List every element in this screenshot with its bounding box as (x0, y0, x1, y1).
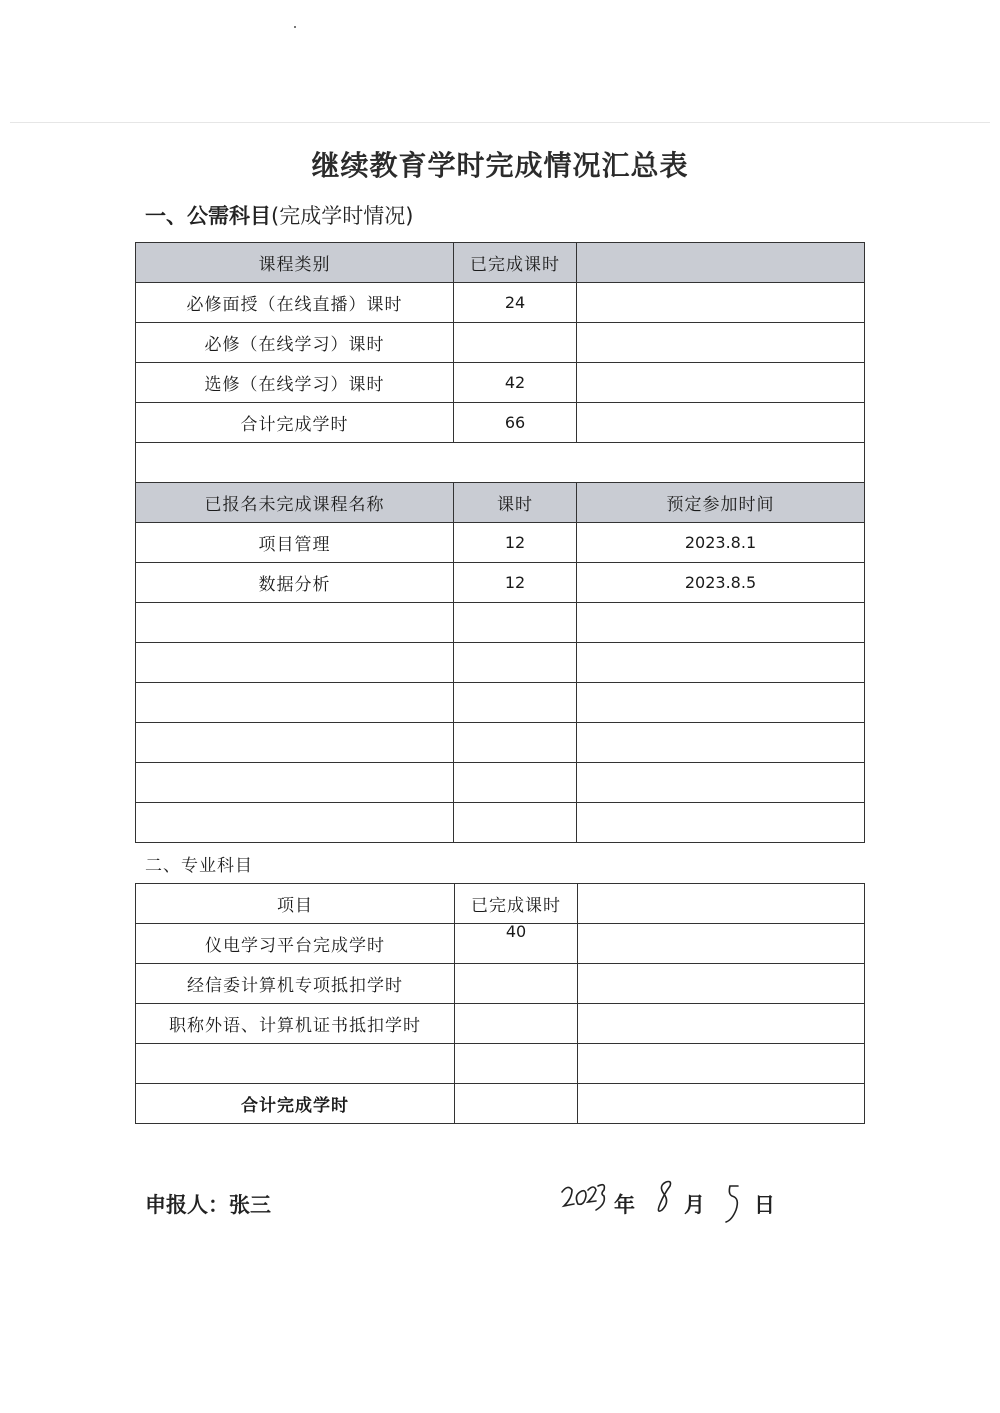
table-row (136, 323, 865, 363)
cell-course-name (136, 603, 454, 643)
cell-hours (455, 924, 578, 964)
table-header-row (136, 483, 865, 523)
table-row (136, 763, 865, 803)
spacer-cell (136, 443, 865, 483)
table-header-row (136, 243, 865, 283)
cell-hours (454, 683, 577, 723)
cell-hours (454, 763, 577, 803)
year-suffix: 年 (614, 1193, 635, 1217)
cell-course-name (136, 723, 454, 763)
header-completed-hours: 已完成课时 (454, 243, 577, 283)
total-blank (578, 1084, 865, 1124)
cell-hours: 12 (454, 523, 577, 563)
header-scheduled-time: 预定参加时间 (577, 483, 865, 523)
month-suffix: 月 (684, 1193, 705, 1217)
cell-course-name (136, 683, 454, 723)
cell-hours (454, 603, 577, 643)
table-row (136, 964, 865, 1004)
cell-scheduled-date (577, 723, 865, 763)
cell-course-name (136, 643, 454, 683)
table-row (136, 643, 865, 683)
header-course-type: 课程类别 (136, 243, 454, 283)
cell-hours (455, 1044, 578, 1084)
table-header-row (136, 884, 865, 924)
table-row (136, 683, 865, 723)
cell-blank (577, 363, 865, 403)
cell-blank (578, 1004, 865, 1044)
header-blank (578, 884, 865, 924)
cell-hours: 24 (454, 283, 577, 323)
spacer-row (136, 443, 865, 483)
table-row (136, 1004, 865, 1044)
cell-hours (454, 643, 577, 683)
cell-blank (577, 323, 865, 363)
table-row (136, 363, 865, 403)
cell-hours (454, 803, 577, 843)
cell-label: 选修（在线学习）课时 (136, 363, 454, 403)
table-row (136, 523, 865, 563)
cell-blank (577, 403, 865, 443)
cell-blank (578, 964, 865, 1004)
applicant-label: 申报人：张三 (145, 1193, 271, 1217)
cell-label: 职称外语、计算机证书抵扣学时 (136, 1004, 455, 1044)
cell-hours (455, 1004, 578, 1044)
cell-label: 合计完成学时 (136, 403, 454, 443)
cell-scheduled-date (577, 803, 865, 843)
cell-hours (454, 323, 577, 363)
cell-label: 必修面授（在线直播）课时 (136, 283, 454, 323)
cell-scheduled-date (577, 603, 865, 643)
section1-heading (145, 200, 413, 230)
header-pending-course: 已报名未完成课程名称 (136, 483, 454, 523)
day-suffix: 日 (754, 1193, 775, 1217)
table-row (136, 563, 865, 603)
table-row (136, 403, 865, 443)
cell-scheduled-date: 2023.8.5 (577, 563, 865, 603)
cell-course-name: 数据分析 (136, 563, 454, 603)
cell-label: 仪电学习平台完成学时 (136, 924, 455, 964)
cell-blank (578, 1044, 865, 1084)
cell-course-name (136, 803, 454, 843)
header-item: 项目 (136, 884, 455, 924)
cell-scheduled-date (577, 643, 865, 683)
professional-courses-table (135, 883, 865, 1124)
cell-blank (578, 924, 865, 964)
header-blank (577, 243, 865, 283)
total-row (136, 1084, 865, 1124)
table-row (136, 283, 865, 323)
page-title: 继续教育学时完成情况汇总表 (311, 149, 689, 182)
cell-hours: 42 (454, 363, 577, 403)
cell-course-name (136, 763, 454, 803)
header-hours: 课时 (454, 483, 577, 523)
cell-hours: 12 (454, 563, 577, 603)
cell-scheduled-date (577, 763, 865, 803)
cell-scheduled-date (577, 683, 865, 723)
date-field (560, 1176, 800, 1236)
cell-label: 经信委计算机专项抵扣学时 (136, 964, 455, 1004)
header-completed-hours: 已完成课时 (455, 884, 578, 924)
cell-blank (577, 283, 865, 323)
page-rule (10, 122, 990, 123)
scan-speck (294, 26, 296, 28)
table-row (136, 803, 865, 843)
table-row (136, 1044, 865, 1084)
cell-scheduled-date: 2023.8.1 (577, 523, 865, 563)
cell-label (136, 1044, 455, 1084)
total-hours (455, 1084, 578, 1124)
cell-label: 必修（在线学习）课时 (136, 323, 454, 363)
public-courses-table (135, 242, 865, 843)
cell-course-name: 项目管理 (136, 523, 454, 563)
table-row (136, 723, 865, 763)
hours-value: 40 (505, 922, 527, 941)
table-row (136, 603, 865, 643)
section1-title: 一、公需科目 (145, 204, 271, 228)
table-row (136, 924, 865, 964)
cell-hours: 66 (454, 403, 577, 443)
cell-hours (454, 723, 577, 763)
section1-subtitle: (完成学时情况) (271, 204, 414, 228)
section2-heading: 二、专业科目 (145, 856, 253, 876)
total-label: 合计完成学时 (136, 1084, 455, 1124)
cell-hours (455, 964, 578, 1004)
